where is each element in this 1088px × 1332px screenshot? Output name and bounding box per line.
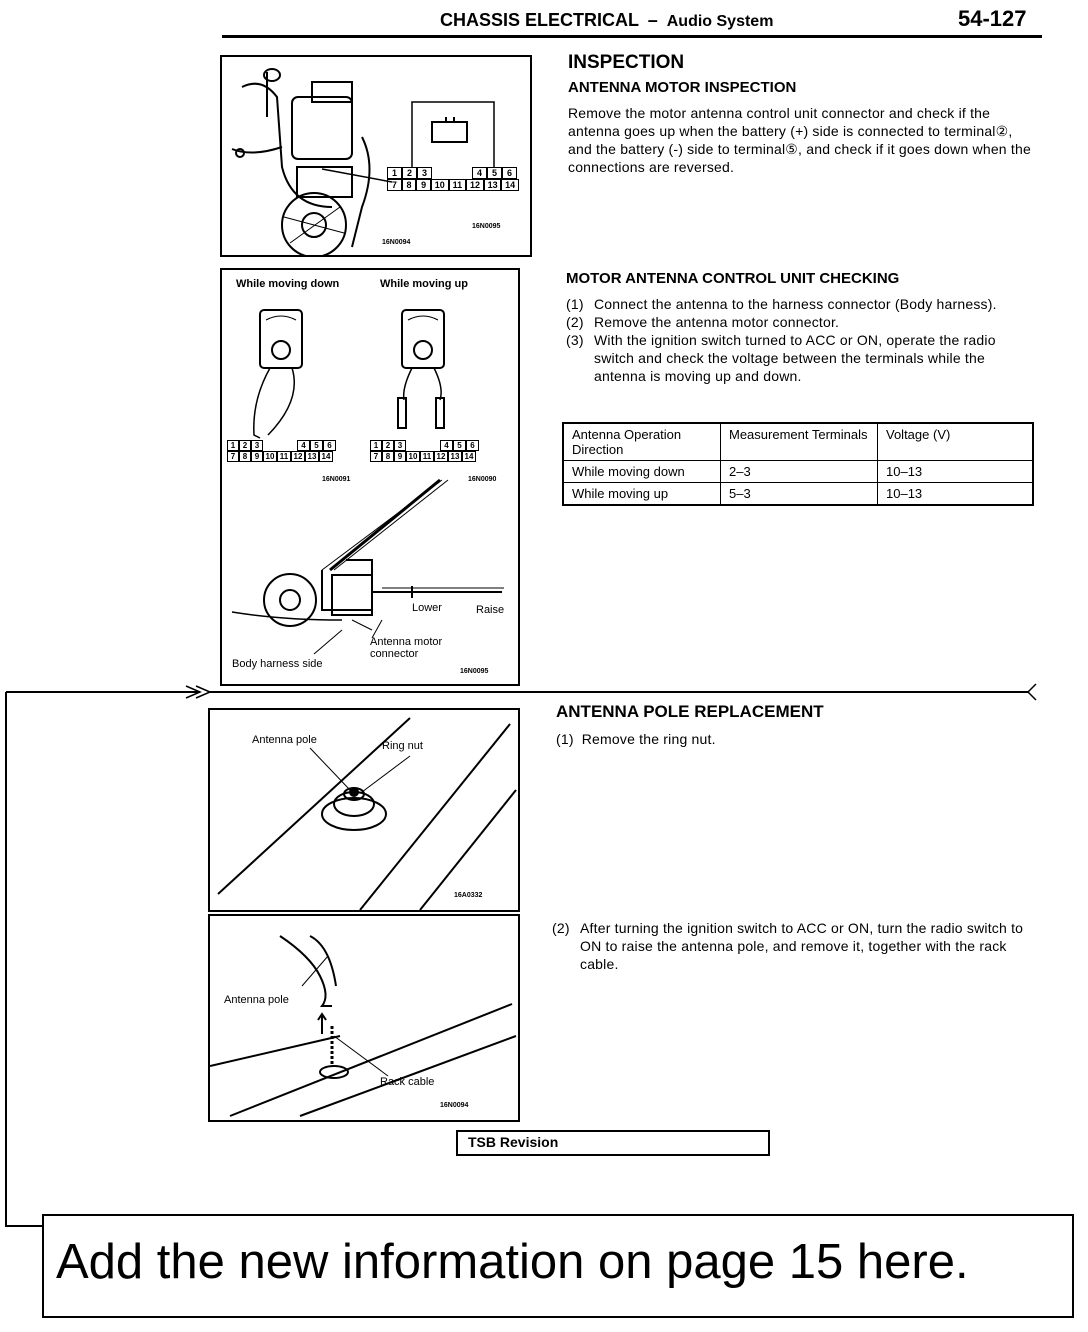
step-text: With the ignition switch turned to ACC or ON, operate the radio switch and check the voltage between the terminals while the antenna is moving up and down. — [594, 332, 996, 384]
label-antenna-motor-connector: Antenna motor connector — [370, 636, 443, 660]
step-item — [566, 295, 1038, 313]
figure-code: 16N0090 — [468, 476, 497, 483]
pin: 4 — [472, 167, 487, 179]
pin-gap — [406, 440, 440, 451]
notice-box — [42, 1214, 1074, 1318]
step-item — [566, 313, 1038, 331]
pin: 11 — [449, 179, 467, 191]
figure-control-unit-check — [220, 268, 520, 686]
pin: 13 — [484, 179, 502, 191]
figure-rack-cable — [208, 914, 520, 1122]
label-body-harness-side: Body harness side — [232, 658, 323, 670]
table-cell: 10–13 — [878, 483, 1034, 506]
header-subtitle: Audio System — [666, 13, 774, 30]
step-text: Remove the ring nut. — [581, 731, 716, 747]
pole-step-1 — [556, 730, 1036, 748]
connector-diagram-up — [370, 440, 480, 462]
pin: 14 — [462, 451, 476, 462]
notice-text: Add the new information on page 15 here. — [56, 1235, 969, 1289]
tsb-revision-label: TSB Revision — [468, 1134, 559, 1150]
pin: 5 — [310, 440, 323, 451]
table-header: Antenna Operation Direction — [563, 423, 721, 461]
pin: 3 — [251, 440, 263, 451]
step-item — [566, 331, 1038, 385]
control-unit-heading: MOTOR ANTENNA CONTROL UNIT CHECKING — [566, 270, 900, 287]
step-text: Connect the antenna to the harness connector (Body harness). — [594, 296, 997, 312]
pin: 12 — [466, 179, 484, 191]
step-number: (2) — [566, 314, 584, 330]
figure-code: 16N0095 — [460, 668, 489, 675]
pin: 2 — [402, 167, 417, 179]
pin: 9 — [394, 451, 406, 462]
pin: 4 — [440, 440, 453, 451]
table-cell: While moving up — [563, 483, 721, 506]
figure-code: 16N0094 — [382, 239, 411, 246]
pin: 1 — [387, 167, 402, 179]
pin: 4 — [297, 440, 310, 451]
pin-gap — [432, 167, 472, 179]
pin: 13 — [448, 451, 462, 462]
step-text: Remove the antenna motor connector. — [594, 314, 840, 330]
header-dash: – — [647, 10, 658, 30]
inspection-heading: INSPECTION — [568, 52, 685, 73]
pin: 5 — [487, 167, 502, 179]
pin: 7 — [387, 179, 402, 191]
table-row — [563, 461, 1033, 483]
rack-cable-illustration — [210, 916, 518, 1120]
pin: 1 — [370, 440, 382, 451]
pin: 9 — [251, 451, 263, 462]
step-number: (1) — [566, 296, 584, 312]
header-rule — [222, 35, 1042, 38]
pin: 8 — [402, 179, 417, 191]
pin: 2 — [382, 440, 394, 451]
pin: 12 — [291, 451, 305, 462]
step-item — [552, 919, 1028, 973]
pin: 3 — [394, 440, 406, 451]
table-cell: 2–3 — [721, 461, 878, 483]
pin-gap — [263, 440, 297, 451]
connector-diagram — [387, 167, 519, 197]
pin: 6 — [466, 440, 479, 451]
figure-code: 16N0095 — [472, 223, 501, 230]
pin: 11 — [277, 451, 291, 462]
table-cell: 5–3 — [721, 483, 878, 506]
table-cell: While moving down — [563, 461, 721, 483]
table-header-row — [563, 423, 1033, 461]
pin: 12 — [434, 451, 448, 462]
pin: 14 — [319, 451, 333, 462]
pin: 13 — [305, 451, 319, 462]
pin: 6 — [323, 440, 336, 451]
label-antenna-pole: Antenna pole — [252, 734, 317, 746]
label-raise: Raise — [476, 604, 505, 616]
table-row — [563, 483, 1033, 506]
label-lower: Lower — [412, 602, 442, 614]
label-while-moving-up: While moving up — [380, 278, 468, 290]
control-unit-steps — [566, 295, 1038, 385]
pole-step-2 — [552, 919, 1028, 973]
header-title: CHASSIS ELECTRICAL — [440, 10, 639, 30]
pin: 8 — [382, 451, 394, 462]
step-number: (2) — [552, 920, 570, 936]
tsb-revision-box — [456, 1130, 770, 1156]
pin: 8 — [239, 451, 251, 462]
voltage-table — [562, 422, 1034, 506]
figure-antenna-motor — [220, 55, 532, 257]
step-number: (3) — [566, 332, 584, 348]
step-number: (1) — [556, 731, 574, 747]
table-header: Voltage (V) — [878, 423, 1034, 461]
label-rack-cable: Rack cable — [380, 1076, 435, 1088]
step-text: After turning the ignition switch to ACC or ON, turn the radio switch to ON to raise the antenna pole, and remove it, together with the rack cable. — [580, 920, 1024, 972]
figure-ring-nut — [208, 708, 520, 912]
pin: 7 — [370, 451, 382, 462]
figure-code: 16N0091 — [322, 476, 351, 483]
figure-code: 16N0094 — [440, 1102, 469, 1109]
table-cell: 10–13 — [878, 461, 1034, 483]
pin: 6 — [502, 167, 517, 179]
connector-diagram-down — [227, 440, 337, 462]
pin: 10 — [431, 179, 449, 191]
pin: 3 — [417, 167, 432, 179]
label-ring-nut: Ring nut — [382, 740, 423, 752]
pole-replacement-heading: ANTENNA POLE REPLACEMENT — [556, 702, 824, 721]
label-antenna-pole: Antenna pole — [224, 994, 289, 1006]
pin: 10 — [406, 451, 420, 462]
inspection-body: Remove the motor antenna control unit connector and check if the antenna goes up when the battery (+) side is connected to terminal②, and the battery (-) side to terminal⑤, and check if it goes down when the connections are reversed. — [568, 105, 1031, 175]
pin: 10 — [263, 451, 277, 462]
pin: 2 — [239, 440, 251, 451]
label-while-moving-down: While moving down — [236, 278, 340, 290]
figure-code: 16A0332 — [454, 892, 483, 899]
antenna-motor-inspection-heading: ANTENNA MOTOR INSPECTION — [568, 79, 797, 96]
table-header: Measurement Terminals — [721, 423, 878, 461]
pin: 5 — [453, 440, 466, 451]
pin: 11 — [420, 451, 434, 462]
pin: 7 — [227, 451, 239, 462]
pin: 9 — [416, 179, 431, 191]
pin: 1 — [227, 440, 239, 451]
page-number: 54-127 — [958, 6, 1027, 31]
page-header — [440, 10, 773, 31]
pin: 14 — [501, 179, 519, 191]
